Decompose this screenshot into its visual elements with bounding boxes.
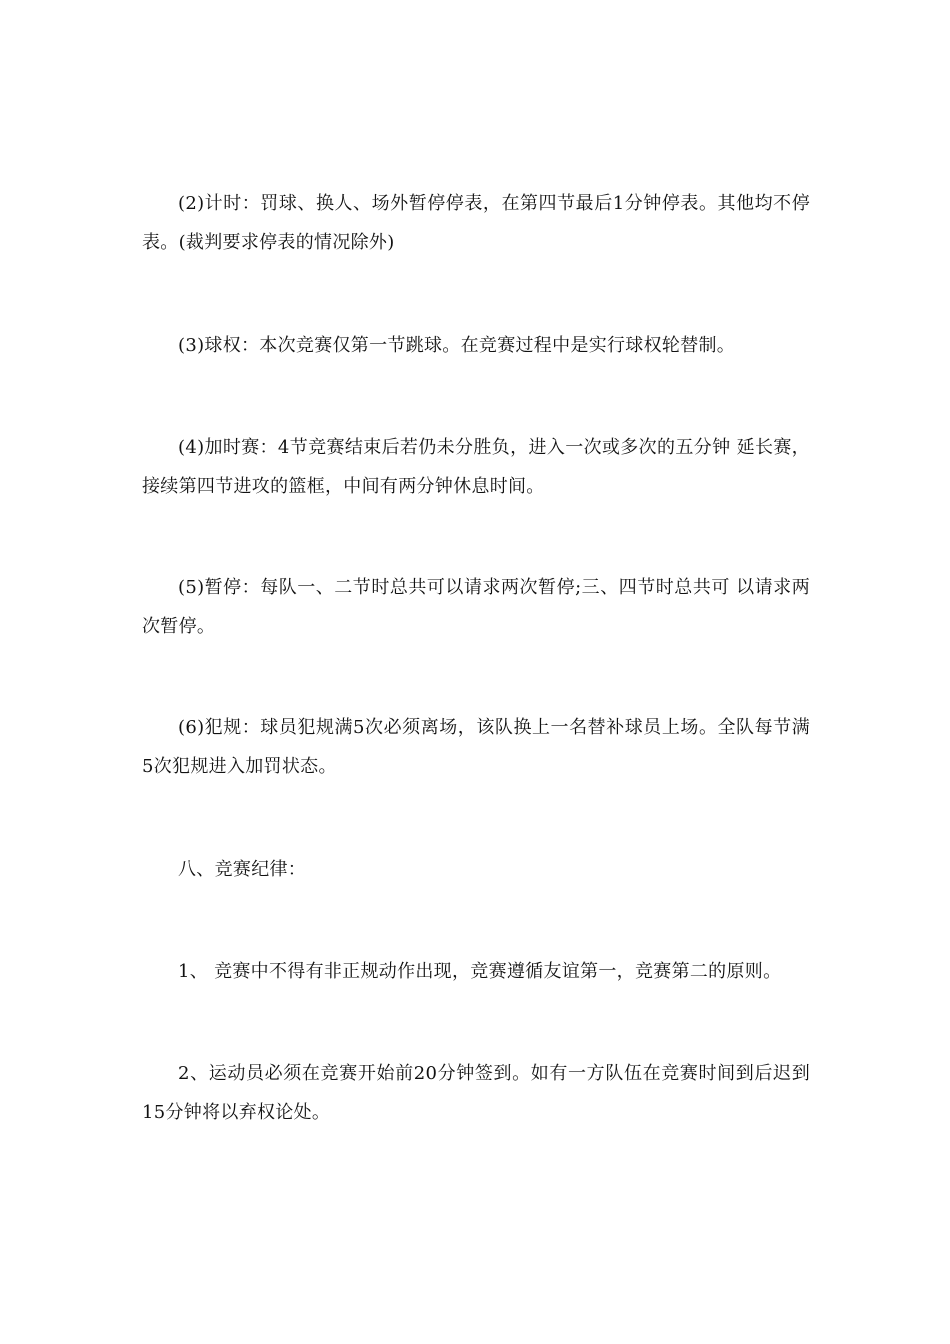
paragraph-foul-rules: (6)犯规：球员犯规满5次必须离场，该队换上一名替补球员上场。全队每节满5次犯规进入加罚状态。 bbox=[142, 717, 810, 777]
paragraph-discipline-item-1: 1、 竞赛中不得有非正规动作出现，竞赛遵循友谊第一，竞赛第二的原则。 bbox=[178, 961, 782, 982]
paragraph-timeout-rules: (5)暂停：每队一、二节时总共可以请求两次暂停;三、四节时总共可 以请求两次暂停。 bbox=[142, 577, 810, 637]
paragraph-discipline-item-2: 2、运动员必须在竞赛开始前20分钟签到。如有一方队伍在竞赛时间到后迟到15分钟将以弃权论处。 bbox=[142, 1063, 810, 1123]
paragraph-timing-rules: (2)计时：罚球、换人、场外暂停停表，在第四节最后1分钟停表。其他均不停表。(裁判要求停表的情况除外) bbox=[142, 193, 810, 253]
paragraph-overtime-rules: (4)加时赛：4节竞赛结束后若仍未分胜负，进入一次或多次的五分钟 延长赛，接续第四节进攻的篮框，中间有两分钟休息时间。 bbox=[142, 437, 810, 497]
section-heading-discipline: 八、竞赛纪律： bbox=[178, 859, 307, 880]
paragraph-possession-rules: (3)球权：本次竞赛仅第一节跳球。在竞赛过程中是实行球权轮替制。 bbox=[178, 335, 736, 356]
